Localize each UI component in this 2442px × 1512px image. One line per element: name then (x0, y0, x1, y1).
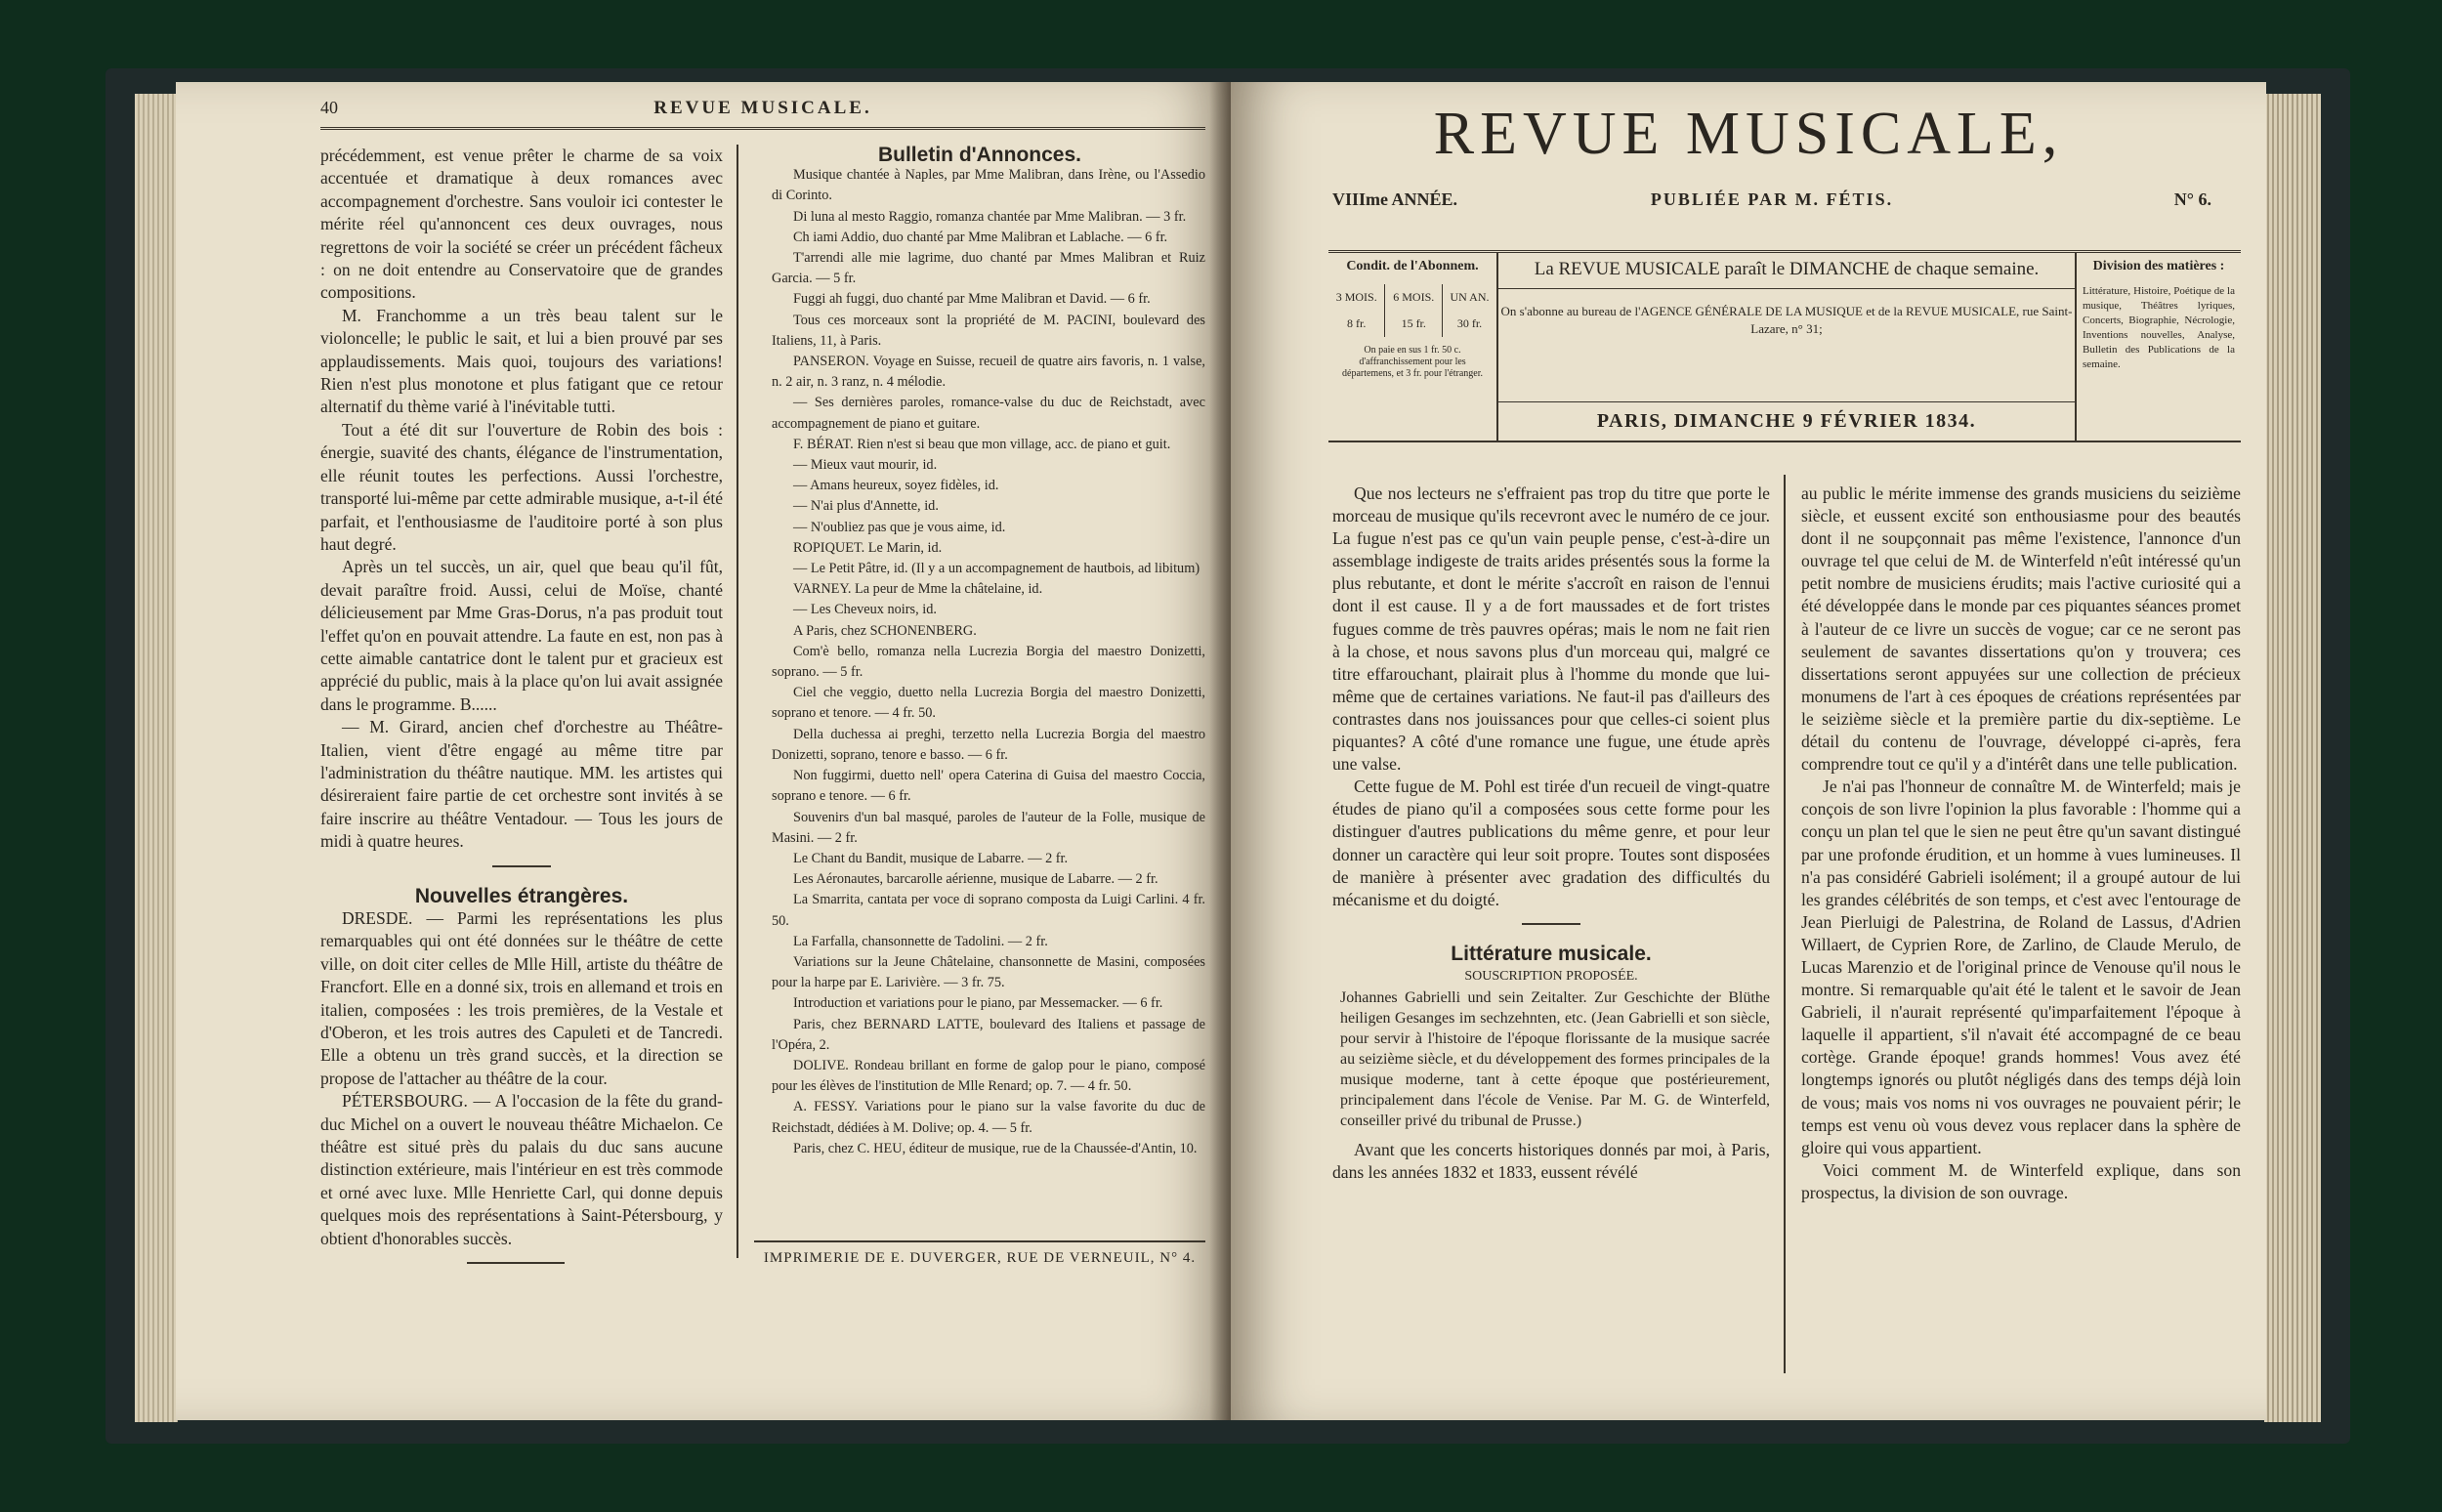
end-rule (467, 1262, 565, 1264)
divider (492, 865, 551, 867)
division-title: Division des matières : (2092, 259, 2225, 273)
bulletin-item: Paris, chez C. HEU, éditeur de musique, rue de la Chaussée-d'Antin, 10. (793, 1140, 1198, 1156)
bulletin-item: — Le Petit Pâtre, id. (Il y a un accompagnement de hautbois, ad libitum) (793, 561, 1200, 577)
period: UN AN. (1450, 290, 1490, 304)
paragraph: Cette fugue de M. Pohl est tirée d'un recueil de vingt-quatre études de piano qu'il a composées sous cette forme pour les distinguer d'autres publications du même genre, et pour leur donner un caractère qui leur soit propre. Toutes sont disposées de manière à présenter avec gradation des difficultés du mécanisme et du doigté. (1332, 777, 1770, 909)
bulletin-item: — Les Cheveux noirs, id. (793, 602, 937, 618)
masthead-subline (1332, 189, 2211, 217)
publication-info (1498, 253, 2075, 441)
right-page (1231, 82, 2266, 1420)
left-column-b (754, 145, 1205, 1159)
subscribe-address: On s'abonne au bureau de l'AGENCE GÉNÉRALE DE LA MUSIQUE et de la REVUE MUSICALE, rue Saint-Lazare, n° 31; (1500, 304, 2073, 336)
paragraph: Avant que les concerts historiques donnés par moi, à Paris, dans les années 1832 et 1833, eussent révélé (1332, 1139, 1770, 1183)
bulletin-item: Souvenirs d'un bal masqué, paroles de l'auteur de la Folle, musique de Masini. — 2 fr. (772, 809, 1205, 846)
paragraph: DRESDE. — Parmi les représentations les plus remarquables qui ont été données sur le théâtre de cette ville, on doit citer celles de Mlle Hill, artiste du théâtre de Francfort. Elle en a donné six, trois en allemand et trois en italien, composées : les trois premières, de la Vestale et d'Oberon, et les trois autres des Capuleti et de Tancredi. Elle a obtenu un très grand succès, et la direction se propose de l'attacher au théâtre de la cour. (320, 908, 723, 1088)
imprint: IMPRIMERIE DE E. DUVERGER, RUE DE VERNEUIL, N° 4. (754, 1240, 1205, 1267)
bulletin-item: Fuggi ah fuggi, duo chanté par Mme Malibran et David. — 6 fr. (793, 291, 1151, 308)
subscription-conditions (1328, 253, 1498, 441)
bulletin-item: La Smarrita, cantata per voce di soprano composta da Luigi Carlini. 4 fr. 50. (772, 892, 1205, 929)
paragraph: M. Franchomme a un très beau talent sur le violoncelle; le public le sait, et lui a bien prouvé par ses applaudissements. Mais quoi, toujours des variations! Rien n'est plus monotone et plus fatigant que ce retour alternatif du thème varié à l'inévitable tutti. (320, 305, 723, 417)
bulletin-item: Musique chantée à Naples, par Mme Malibran, dans Irène, ou l'Assedio di Corinto. (772, 167, 1205, 204)
bulletin-item: DOLIVE. Rondeau brillant en forme de galop pour le piano, composé pour les élèves de l'institution de Mlle Renard; op. 7. — 4 fr. 50. (772, 1057, 1205, 1095)
left-page (176, 82, 1231, 1420)
year-label: VIIIme ANNÉE. (1332, 189, 1458, 209)
left-column-a (320, 145, 723, 1250)
bulletin-item: Les Aéronautes, barcarolle aérienne, musique de Labarre. — 2 fr. (793, 871, 1158, 888)
section-title-litterature: Littérature musicale. (1451, 942, 1652, 965)
bulletin-item: La Farfalla, chansonnette de Tadolini. — 2 fr. (793, 933, 1048, 949)
right-column-c (1332, 483, 1770, 1184)
paragraph: PÉTERSBOURG. — A l'occasion de la fête du grand-duc Michel on a ouvert le nouveau théâtre Michaelon. Ce théâtre est situé près du palais du duc sans aucune distinction extérieure, mais l'intérieur en est très commode et orné avec luxe. Mlle Henriette Carl, qui donne depuis quelques mois des représentations à Saint-Pétersbourg, y obtient d'honorables succès. (320, 1091, 723, 1248)
bulletin-item: — Amans heureux, soyez fidèles, id. (793, 478, 999, 494)
paragraph: Après un tel succès, un air, quel que beau qu'il fût, devait paraître froid. Aussi, celui de Moïse, chanté délicieusement par Mme Gras-Dorus, n'a pas produit tout l'effet qu'on en pouvait attendre. La faute en est, non pas à cette aimable cantatrice dont le talent pur et gracieux est apprécié du public, mais à la place qu'on lui avait assignée dans le programme. B...... (320, 557, 723, 714)
bulletin-item: Della duchessa ai preghi, terzetto nella Lucrezia Borgia del maestro Donizetti, soprano, tenore e basso. — 6 fr. (772, 726, 1205, 763)
bulletin-item: — N'oubliez pas que je vous aime, id. (793, 519, 1006, 535)
souscription-label: SOUSCRIPTION PROPOSÉE. (1464, 968, 1638, 984)
bulletin-item: Ch iami Addio, duo chanté par Mme Malibran et Lablache. — 6 fr. (793, 229, 1168, 245)
bulletin-item: VARNEY. La peur de Mme la châtelaine, id. (793, 581, 1043, 598)
bulletin-item: A Paris, chez SCHONENBERG. (793, 622, 977, 639)
bulletin-item: — Ses dernières paroles, romance-valse du duc de Reichstadt, avec accompagnement de piano et guitare. (772, 395, 1205, 432)
left-page-header (320, 94, 1205, 130)
bulletin-item: Le Chant du Bandit, musique de Labarre. — 2 fr. (793, 850, 1069, 866)
bulletin-item: T'arrendi alle mie lagrime, duo chanté par Mmes Malibran et Ruiz Garcia. — 5 fr. (772, 250, 1205, 287)
bulletin-item: Ciel che veggio, duetto nella Lucrezia Borgia del maestro Donizetti, soprano et tenore. — 4 fr. 50. (772, 685, 1205, 722)
bulletin-item: — N'ai plus d'Annette, id. (793, 498, 939, 515)
bulletin-item: Variations sur la Jeune Châtelaine, chansonnette de Masini, composées pour la harpe par E. Larivière. — 3 fr. 75. (772, 953, 1205, 991)
subscription-title: Condit. de l'Abonnem. (1346, 259, 1479, 273)
postage-note: On paie en sus 1 fr. 50 c. d'affranchissement pour les départemens, et 3 fr. pour l'étranger. (1342, 345, 1483, 379)
dateline: PARIS, DIMANCHE 9 FÉVRIER 1834. (1498, 401, 2075, 433)
bulletin-item: F. BÉRAT. Rien n'est si beau que mon village, acc. de piano et guit. (793, 436, 1171, 452)
paragraph: Je n'ai pas l'honneur de connaître M. de Winterfeld; mais je conçois de son livre l'opinion la plus favorable : l'homme qui a conçu un plan tel que le sien ne peut être qu'un savant distingué par une profonde érudition, et un homme à vues lumineuses. Il n'a pas considéré Gabrieli isolément; il a groupé autour de lui les grandes célébrités de son temps, et c'est avec l'entourage de Jean Pierluigi de Palestrina, de Roland de Lassus, d'Adrien Willaert, de Cyprien Rore, de Zarlino, de Claude Merulo, de Lucas Marenzio et de l'original prince de Venouse qu'il nous le montre. Si remarquable qu'ait été le talent et le savoir de Jean Gabrieli, il n'aurait représenté qu'imparfaitement l'époque à laquelle il appartient, s'il n'avait été accompagné de ce beau cortège. Grande époque! grands hommes! Vous avez été longtemps ignorés ou plutôt négligés dans des temps déjà loin de vous; mais vos noms ni vos ouvrages ne pouvaient périr; le temps est venu où vous devez vous replacer dans la sphère de gloire qui vous appartient. (1801, 777, 2241, 1157)
divider (1522, 923, 1580, 925)
paragraph: précédemment, est venue prêter le charme de sa voix accentuée et dramatique à deux romances avec accompagnement d'orchestre. Sans vouloir ici contester le mérite réel qu'annoncent ces deux ouvrages, nous regrettons de voir la société se créer un précédent fâcheux : on ne doit entendre au Conservatoire que de grandes compositions. (320, 146, 723, 303)
division-text: Littérature, Histoire, Poétique de la musique, Théâtres lyriques, Concerts, Biographie, Nécrologie, Inventions nouvelles, Analyse, Bulletin des Publications de la semaine. (2083, 285, 2235, 370)
info-box (1328, 250, 2241, 442)
weekly-notice: La REVUE MUSICALE paraît le DIMANCHE de chaque semaine. (1498, 259, 2075, 289)
page-stack-right (2264, 94, 2321, 1422)
price: 15 fr. (1385, 311, 1443, 337)
bulletin-item: ROPIQUET. Le Marin, id. (793, 539, 943, 556)
book-citation: Johannes Gabrielli und sein Zeitalter. Zur Geschichte der Blüthe heiligen Gesanges im sechzehnten, etc. (Jean Gabrielli et son siècle, pour servir à l'histoire de l'époque florissante de la musique sacrée au seizième siècle, et du développement des formes principales de la musique moderne, tant à cette époque que postérieurement, principalement dans l'école de Venise. Par M. G. de Winterfeld, conseiller privé du tribunal de Prusse.) (1340, 988, 1770, 1129)
section-title-nouvelles: Nouvelles étrangères. (414, 884, 629, 907)
period: 6 MOIS. (1385, 284, 1443, 311)
period: 3 MOIS. (1328, 284, 1385, 311)
right-column-d (1801, 483, 2241, 1204)
bulletin-item: Tous ces morceaux sont la propriété de M. PACINI, boulevard des Italiens, 11, à Paris. (772, 312, 1205, 349)
bulletin-list (754, 165, 1205, 1159)
masthead-title: REVUE MUSICALE, (1433, 101, 2064, 167)
column-rule (737, 145, 738, 1258)
page-number: 40 (320, 98, 338, 117)
section-title-bulletin: Bulletin d'Annonces. (877, 144, 1081, 166)
paragraph: Que nos lecteurs ne s'effraient pas trop du titre que porte le morceau de musique qu'ils recevront avec le numéro de ce jour. La fugue n'est pas ce qu'un vain peuple pense, c'est-à-dire un assemblage indigeste de traits arides présentés sous la forme la plus rebutante, et dont le mérite s'accroît en raison de l'ennui dont il est cause. Il y a de fort maussades et de fort tristes fugues comme de très pauvres opéras; mais le nom ne fait rien à la chose, et nous savons plus d'un morceau qui, malgré ce titre effarouchant, plairait plus à l'homme du monde que lui-même que de certaines variations. Ne faut-il pas d'ailleurs des contrastes dans nos jouissances pour que celles-ci soient plus piquantes? A côté d'une romance une fugue, une étude après une valse. (1332, 483, 1770, 775)
page-stack-left (135, 94, 178, 1422)
bulletin-item: Paris, chez BERNARD LATTE, boulevard des Italiens et passage de l'Opéra, 2. (772, 1016, 1205, 1053)
bulletin-item: A. FESSY. Variations pour le piano sur la valse favorite du duc de Reichstadt, dédiées à M. Dolive; op. 4. — 5 fr. (772, 1099, 1205, 1136)
contents-division (2075, 253, 2241, 441)
price: 8 fr. (1328, 311, 1385, 337)
bulletin-item: Di luna al mesto Raggio, romanza chantée par Mme Malibran. — 3 fr. (793, 208, 1187, 225)
price: 30 fr. (1456, 316, 1483, 330)
bulletin-item: PANSERON. Voyage en Suisse, recueil de quatre airs favoris, n. 1 valse, n. 2 air, n. 3 ranz, n. 4 mélodie. (772, 354, 1205, 391)
bulletin-item: Non fuggirmi, duetto nell' opera Caterina di Guisa del maestro Coccia, soprano e tenore. — 6 fr. (772, 768, 1205, 805)
issue-number: N° 6. (2173, 189, 2211, 209)
bulletin-item: Com'è bello, romanza nella Lucrezia Borgia del maestro Donizetti, soprano. — 5 fr. (772, 643, 1205, 681)
publisher-label: PUBLIÉE PAR M. FÉTIS. (1650, 189, 1894, 209)
paragraph: Tout a été dit sur l'ouverture de Robin des bois : énergie, suavité des chants, élégance de l'instrumentation, elle réunit toutes les perfections. Aussi l'orchestre, transporté lui-même par cette admirable musique, a-t-il été parfait, et l'enthousiasme de l'auditoire porté à son plus haut degré. (320, 419, 723, 554)
running-head: REVUE MUSICALE. (653, 98, 872, 118)
column-rule (1784, 475, 1786, 1373)
paragraph: au public le mérite immense des grands musiciens du seizième siècle, et eussent excité son enthousiasme pour des beautés dont il ne soupçonnait pas même l'existence, l'annonce d'un ouvrage tel que celui de M. de Winterfeld n'eût intéressé qu'un petit nombre de musiciens érudits; mais l'active curiosité qui a été développée dans le monde par ces piquantes séances promet à l'auteur de ce livre un succès de vogue; car ce ne seront pas seulement de savantes dissertations qu'on y trouvera; ces dissertations seront appuyées sur une collection de précieux monumens de l'art à ces époques de créations représentées par le seizième siècle et la première partie du dix-septième. Le détail du contenu de l'ouvrage, développé ci-après, fera comprendre tout ce qu'il y a d'intérêt dans une telle publication. (1801, 483, 2241, 775)
price-table (1328, 284, 1496, 337)
paragraph: Voici comment M. de Winterfeld explique, dans son prospectus, la division de son ouvrage. (1801, 1159, 2241, 1202)
paragraph: — M. Girard, ancien chef d'orchestre au Théâtre-Italien, vient d'être engagé au même titre par l'administration du théâtre nautique. MM. les artistes qui désireraient faire partie de cet orchestre sont invités à se faire inscrire au théâtre Ventadour. — Tous les jours de midi à quatre heures. (320, 717, 723, 852)
bulletin-item: — Mieux vaut mourir, id. (793, 457, 938, 474)
bulletin-item: Introduction et variations pour le piano, par Messemacker. — 6 fr. (793, 995, 1163, 1012)
